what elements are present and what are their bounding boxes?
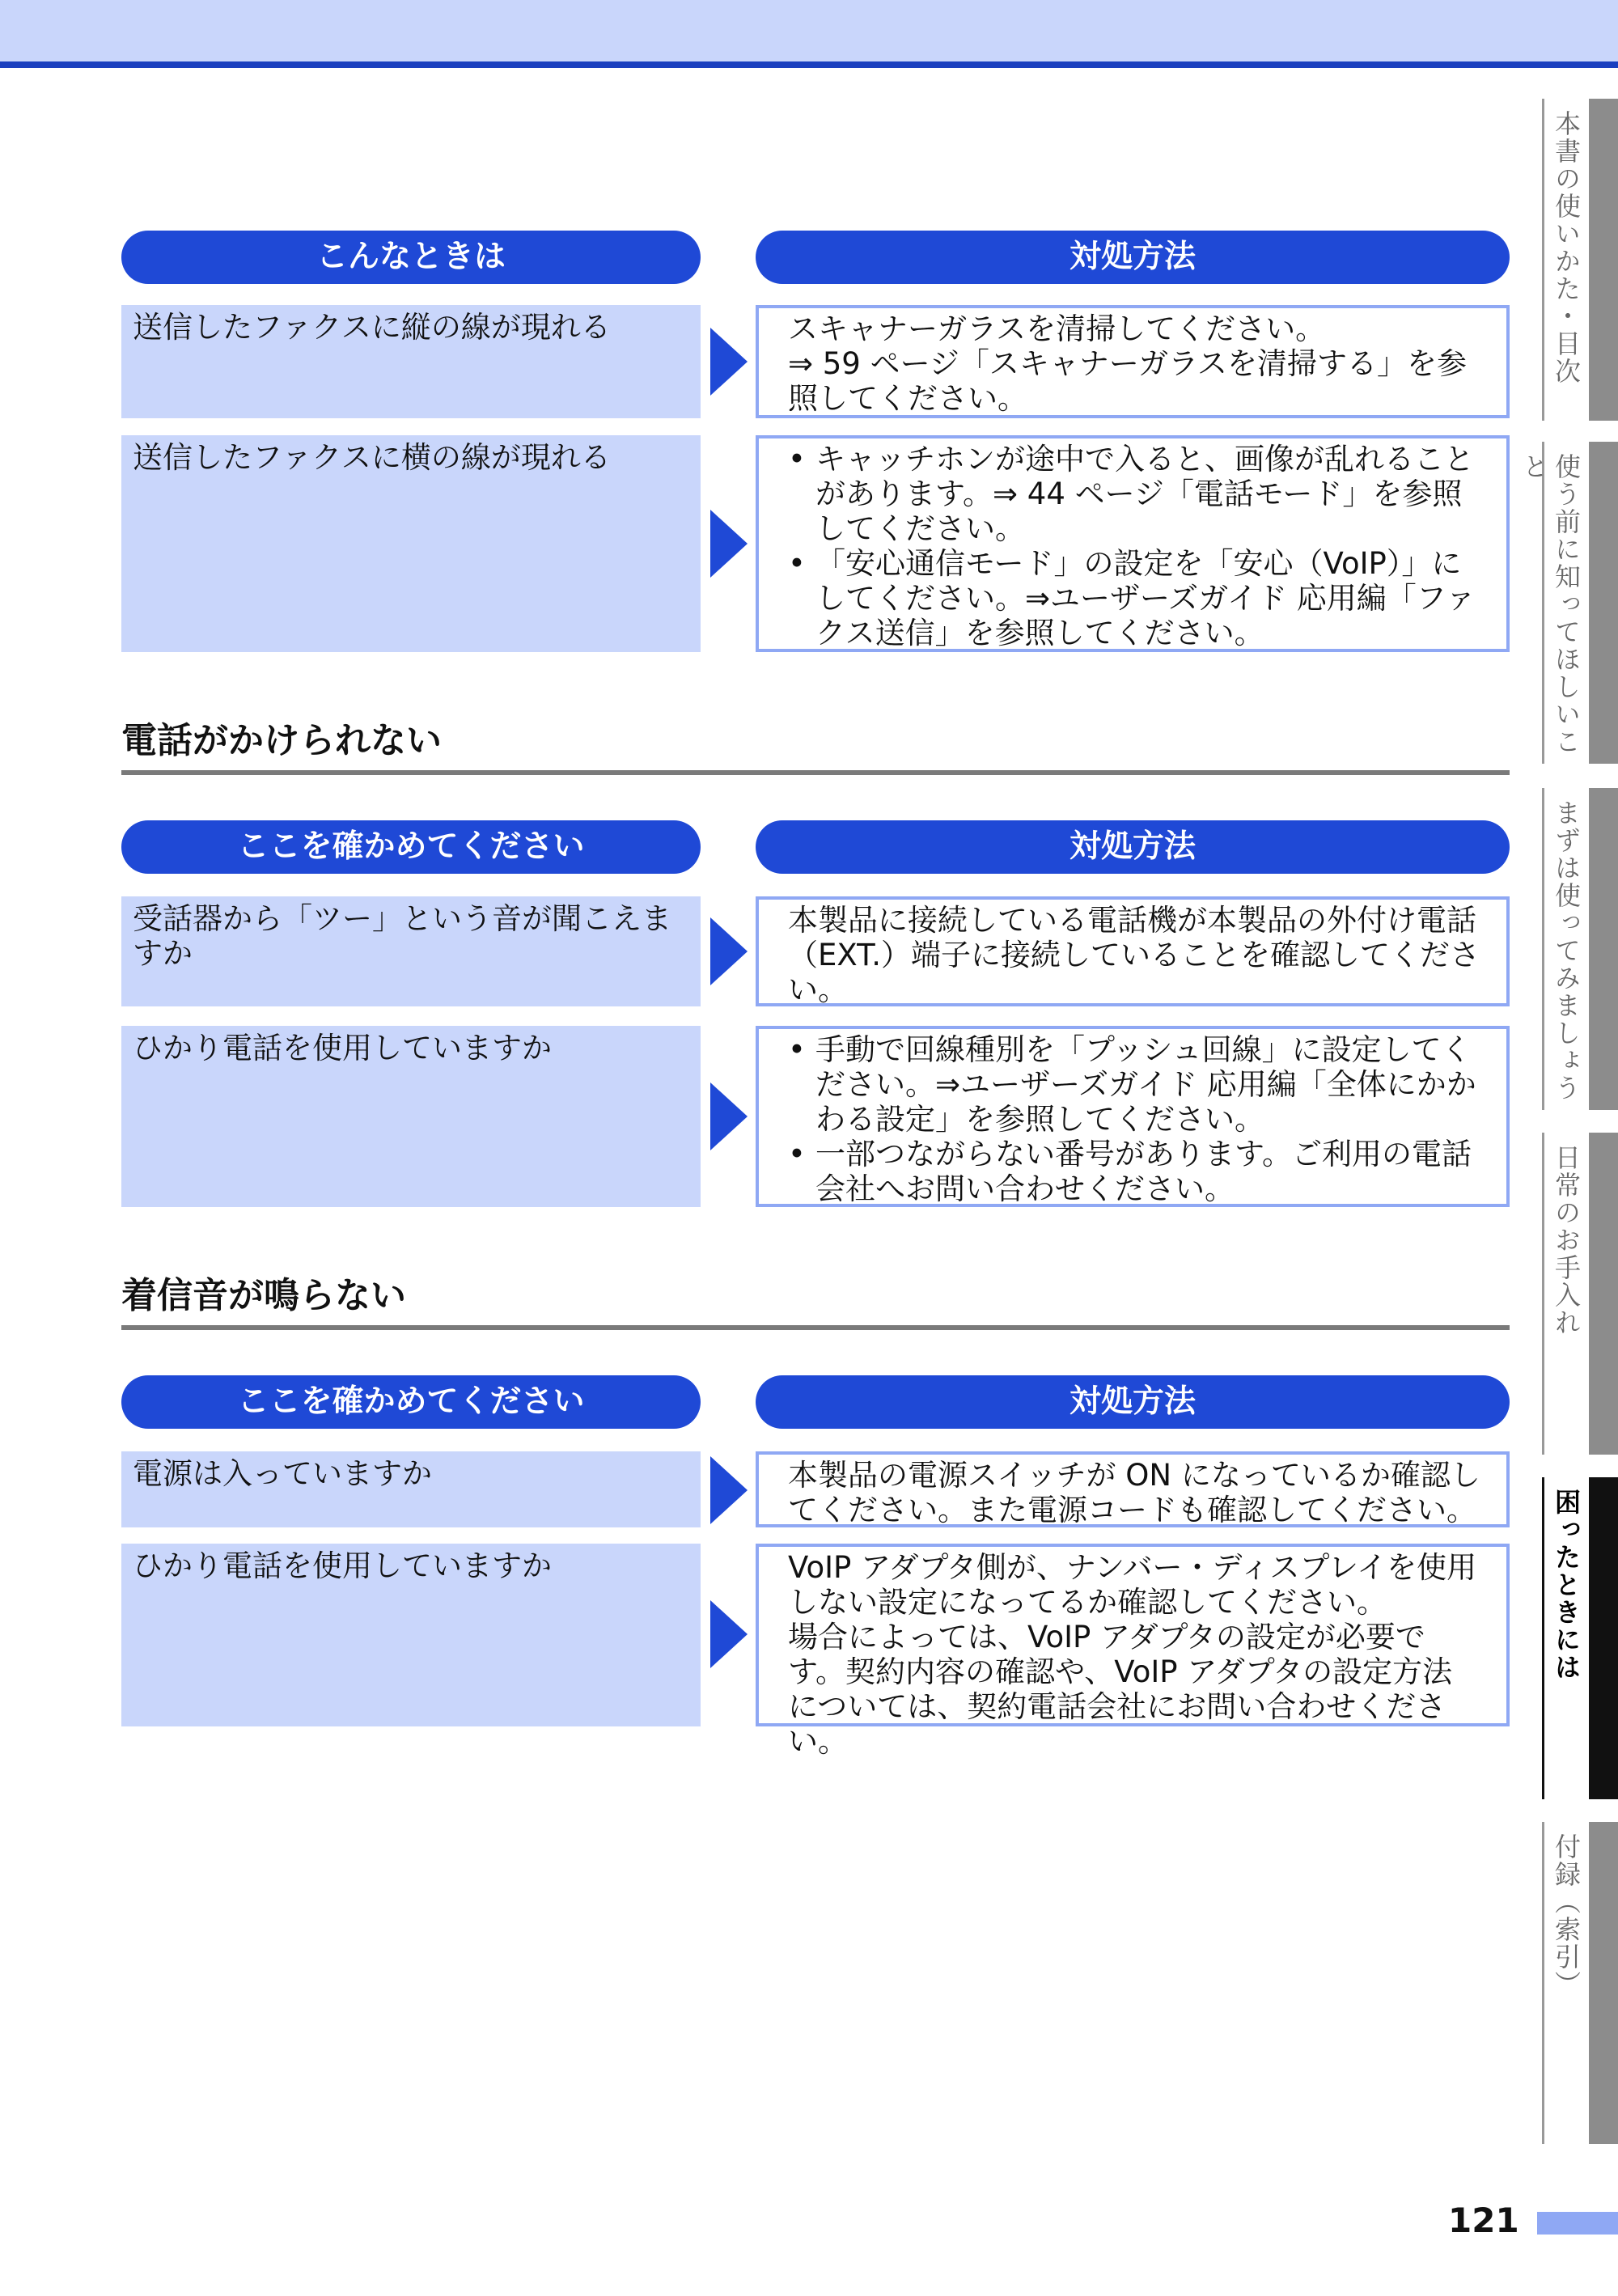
chapter-tab-appendix[interactable] bbox=[1542, 1822, 1618, 2144]
solution-line: ⇒ 59 ページ「スキャナーガラスを清掃する」を参照してください。 bbox=[788, 346, 1468, 416]
chapter-tab-label: 本書の使いかた・目次 bbox=[1551, 110, 1582, 385]
symptom-cell: ひかり電話を使用していますか bbox=[121, 1026, 701, 1207]
section-title: 電話がかけられない bbox=[121, 718, 1510, 775]
solution-line: スキャナーガラスを清掃してください。 bbox=[788, 311, 1326, 346]
arrow-right-icon bbox=[710, 917, 748, 985]
solution-cell bbox=[756, 1026, 1510, 1207]
column-header-solution: 対処方法 bbox=[756, 231, 1510, 284]
chapter-tab-label: 付録（索引） bbox=[1551, 1833, 1582, 1998]
solution-cell bbox=[756, 896, 1510, 1006]
arrow-right-icon bbox=[710, 1456, 748, 1524]
section-title: 着信音が鳴らない bbox=[121, 1273, 1510, 1330]
chapter-tab-getting-started[interactable] bbox=[1542, 788, 1618, 1110]
solution-cell bbox=[756, 1544, 1510, 1759]
chapter-tab-troubleshooting[interactable] bbox=[1542, 1477, 1618, 1799]
symptom-cell: 受話器から「ツー」という音が聞こえますか bbox=[121, 896, 701, 1006]
column-header-check: ここを確かめてください bbox=[121, 820, 701, 874]
solution-line: VoIP アダプタ側が、ナンバー・ディスプレイを使用しない設定になってるか確認してください。 bbox=[788, 1550, 1477, 1620]
solution-line: 本製品に接続している電話機が本製品の外付け電話（EXT.）端子に接続していることを確認してください。 bbox=[788, 903, 1480, 1007]
page-number: 121 bbox=[1448, 2201, 1519, 2240]
solution-line: 場合によっては、VoIP アダプタの設定が必要です。契約内容の確認や、VoIP アダプタの設定方法については、契約電話会社にお問い合わせください。 bbox=[788, 1620, 1453, 1759]
column-header-symptom: こんなときは bbox=[121, 231, 701, 284]
symptom-cell: ひかり電話を使用していますか bbox=[121, 1544, 701, 1726]
solution-cell bbox=[756, 435, 1510, 652]
solution-cell bbox=[756, 305, 1510, 418]
arrow-right-icon bbox=[710, 510, 748, 578]
solution-cell bbox=[756, 1451, 1510, 1527]
chapter-tab-contents[interactable] bbox=[1542, 99, 1618, 421]
solution-bullet: • キャッチホンが途中で入ると、画像が乱れることがあります。⇒ 44 ページ「電話モード」を参照してください。 bbox=[788, 442, 1480, 546]
arrow-right-icon bbox=[710, 1600, 748, 1668]
symptom-cell: 送信したファクスに横の線が現れる bbox=[121, 435, 701, 652]
chapter-tab-label: 日常のお手入れ bbox=[1551, 1144, 1582, 1337]
arrow-right-icon bbox=[710, 328, 748, 396]
column-header-check: ここを確かめてください bbox=[121, 1375, 701, 1429]
arrow-right-icon bbox=[710, 1082, 748, 1150]
page-number-bar bbox=[1537, 2212, 1618, 2235]
solution-bullet: • 手動で回線種別を「プッシュ回線」に設定してください。⇒ユーザーズガイド 応用編「全体にかかわる設定」を参照してください。 bbox=[788, 1032, 1480, 1137]
top-header-line bbox=[0, 61, 1618, 68]
solution-bullet: • 一部つながらない番号があります。ご利用の電話会社へお問い合わせください。 bbox=[788, 1137, 1480, 1206]
chapter-tab-maintenance[interactable] bbox=[1542, 1133, 1618, 1455]
chapter-tab-before-use[interactable] bbox=[1518, 442, 1618, 764]
solution-bullet: • 「安心通信モード」の設定を「安心（VoIP）」にしてください。⇒ユーザーズガイド 応用編「ファクス送信」を参照してください。 bbox=[788, 546, 1480, 650]
symptom-cell: 電源は入っていますか bbox=[121, 1451, 701, 1527]
chapter-tab-label: 困ったときには bbox=[1551, 1489, 1582, 1681]
chapter-tab-label: 使う前に知ってほしいこと bbox=[1518, 453, 1582, 756]
top-header-band bbox=[0, 0, 1618, 61]
symptom-cell: 送信したファクスに縦の線が現れる bbox=[121, 305, 701, 418]
solution-line: 本製品の電源スイッチが ON になっているか確認してください。また電源コードも確認してください。 bbox=[788, 1458, 1480, 1527]
chapter-tab-label: まずは使ってみましょう bbox=[1551, 799, 1582, 1102]
column-header-solution: 対処方法 bbox=[756, 1375, 1510, 1429]
column-header-solution: 対処方法 bbox=[756, 820, 1510, 874]
